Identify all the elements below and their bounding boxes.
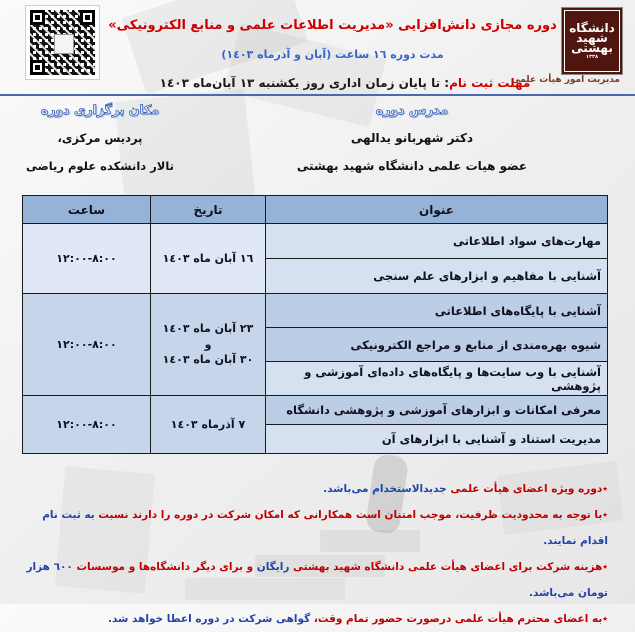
logo-caption: مدیریت امور هیأت علمی	[511, 75, 620, 85]
note-text-red: و برای دیگر دانشگاه‌ها و موسسات	[72, 561, 257, 573]
note-text-red: ٭دوره ویژه اعضای هیأت علمی	[446, 483, 608, 495]
divider-line	[0, 94, 635, 96]
session-title: شیوه بهره‌مندی از منابع و مراجع الکترونیکی	[266, 328, 608, 362]
note-line	[20, 606, 608, 632]
session-title: آشنایی با وب سایت‌ها و پایگاه‌های داده‌ای آموزشی و پژوهشی	[266, 362, 608, 396]
column-header-date: تاریخ	[151, 196, 266, 224]
session-title: مهارت‌های سواد اطلاعاتی	[266, 224, 608, 259]
deadline-label: مهلت ثبت نام	[449, 76, 531, 90]
date-line: ٧ آذرماه ١٤٠٣	[170, 417, 246, 431]
session-date	[151, 294, 266, 396]
venue-heading: مکان برگزاری دوره	[40, 102, 160, 117]
session-time: ٨:٠٠-١٢:٠٠	[23, 294, 151, 396]
note-text-blue: ٦٠٠ هزار تومان می‌باشد.	[26, 561, 608, 599]
note-text-blue: به ثبت نام اقدام نمایند.	[42, 509, 608, 547]
column-header-title: عنوان	[266, 196, 608, 224]
logo-word-2: شهید	[576, 30, 608, 45]
qr-finder-icon	[30, 10, 45, 25]
schedule-table	[22, 195, 608, 454]
note-text-red: ٭به اعضای محترم هیأت علمی درصورت حضور تمام وقت،	[310, 613, 608, 625]
note-line	[20, 476, 608, 502]
note-text-red: ٭هزینه شرکت برای اعضای هیأت علمی دانشگاه شهید بهشتی	[289, 561, 608, 573]
table-row	[23, 396, 608, 425]
course-title: دوره مجازی دانش‌افزایی «مدیریت اطلاعات علمی و منابع الکترونیکی»	[108, 18, 557, 33]
logo-word-1: دانشگاه	[569, 20, 615, 35]
note-text-blue: جدیدالاستخدام می‌باشد.	[323, 483, 447, 495]
date-line: ٣٠ آبان ماه ١٤٠٣	[162, 353, 254, 367]
table-row	[23, 224, 608, 259]
table-header-row	[23, 196, 608, 224]
registration-deadline	[125, 76, 565, 90]
deadline-text: : تا پایان زمان اداری روز یکشنبه ١٣ آبان‌ماه ١٤٠٣	[159, 76, 450, 90]
university-seal-icon	[562, 8, 622, 74]
date-line: و	[204, 337, 212, 351]
session-time: ٨:٠٠-١٢:٠٠	[23, 396, 151, 454]
session-time: ٨:٠٠-١٢:٠٠	[23, 224, 151, 294]
session-date	[151, 396, 266, 454]
note-text-blue: گواهی شرکت در دوره اعطا خواهد شد.	[107, 613, 311, 625]
date-line: ١٦ آبان ماه ١٤٠٣	[162, 251, 254, 265]
qr-finder-icon	[80, 10, 95, 25]
note-text-blue: رایگان	[256, 561, 290, 573]
qr-code	[25, 5, 100, 80]
instructor-name: دکتر شهربانو یدالهی	[350, 131, 474, 145]
footer-notes	[20, 476, 608, 632]
note-line	[20, 502, 608, 554]
date-line: ٢٣ آبان ماه ١٤٠٣	[162, 321, 254, 335]
session-title: مدیریت استناد و آشنایی با ابزارهای آن	[266, 425, 608, 454]
qr-center-logo	[54, 34, 74, 54]
column-header-time: ساعت	[23, 196, 151, 224]
logo-word-3: بهشتی	[571, 41, 613, 56]
qr-finder-icon	[30, 60, 45, 75]
course-duration: مدت دوره ١٦ ساعت (آبان و آذرماه ١٤٠٣)	[221, 48, 444, 61]
venue-line-2: تالار دانشکده علوم ریاضی	[25, 159, 174, 173]
session-title: معرفی امکانات و ابزارهای آموزشی و پژوهشی دانشگاه	[266, 396, 608, 425]
session-title: آشنایی با مفاهیم و ابزارهای علم سنجی	[266, 259, 608, 294]
qr-pattern	[30, 10, 95, 75]
instructor-affiliation: عضو هیات علمی دانشگاه شهید بهشتی	[296, 159, 528, 173]
session-date	[151, 224, 266, 294]
venue-line-1: پردیس مرکزی،	[57, 131, 143, 145]
logo-year: ١٣٣٨	[585, 54, 599, 61]
note-line	[20, 554, 608, 606]
note-text-red: ٭با توجه به محدودیت ظرفیت، موجب امتنان است همکارانی که امکان شرکت در دوره را دارند نسبت	[94, 509, 608, 521]
instructor-heading: مدرس دوره	[375, 102, 449, 117]
table-row	[23, 294, 608, 328]
session-title: آشنایی با پایگاه‌های اطلاعاتی	[266, 294, 608, 328]
